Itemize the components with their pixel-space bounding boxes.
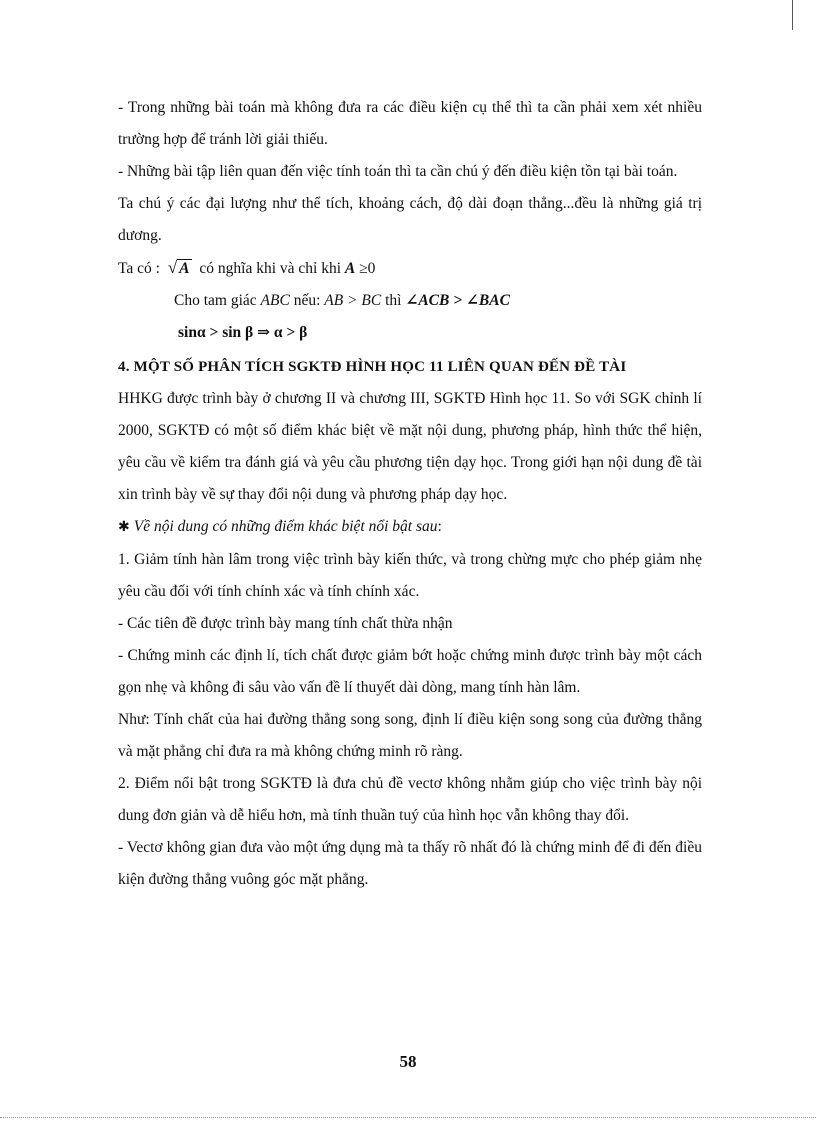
page-number: 58: [399, 1052, 417, 1071]
sine-implication-line: sinα > sin β ⇒ α > β: [178, 324, 308, 341]
paragraph: - Chứng minh các định lí, tích chất được giảm bớt hoặc chứng minh được trình bày một cách gọn nhẹ và không đi sâu vào vấn đề lí thuyết dài dòng, mang tính hàn lâm.: [118, 647, 702, 696]
section-heading: 4. MỘT SỐ PHÂN TÍCH SGKTĐ HÌNH HỌC 11 LIÊN QUAN ĐẾN ĐỀ TÀI: [118, 359, 627, 375]
sqrt-expression: √ A: [167, 258, 190, 277]
page-corner-mark: [792, 0, 793, 30]
sub-heading: ✱ Về nội dung có những điểm khác biệt nổi bật sau:: [118, 518, 442, 535]
sqrt-condition-line: Ta có : √ A có nghĩa khi và chỉ khi A ≥0: [118, 252, 702, 285]
paragraph: Ta chú ý các đại lượng như thể tích, khoảng cách, độ dài đoạn thẳng...đều là những giá trị dương.: [118, 195, 702, 244]
paragraph: 1. Giảm tính hàn lâm trong việc trình bày kiến thức, và trong chừng mực cho phép giảm nhẹ yêu cầu đối với tính chính xác và tính chính xác.: [118, 551, 702, 600]
paragraph: Như: Tính chất của hai đường thẳng song song, định lí điều kiện song song của đường thẳng và mặt phẳng chỉ đưa ra mà không chứng minh rõ ràng.: [118, 711, 702, 760]
page-footer-rule: [0, 1117, 816, 1118]
paragraph: - Vectơ không gian đưa vào một ứng dụng mà ta thấy rõ nhất đó là chứng minh để đi đến điều kiện đường thẳng vuông góc mặt phẳng.: [118, 839, 702, 888]
document-body: [118, 92, 702, 896]
triangle-inequality-line: Cho tam giác ABC nếu: AB > BC thì ∠ACB > ∠BAC: [174, 292, 510, 309]
paragraph: HHKG được trình bày ở chương II và chương III, SGKTĐ Hình học 11. So với SGK chỉnh lí 2000, SGKTĐ có một số điểm khác biệt về mặt nội dung, phương pháp, hình thức thể hiện, yêu cầu về kiểm tra đánh giá và yêu cầu phương tiện dạy học. Trong giới hạn nội dung đề tài xin trình bày về sự thay đổi nội dung và phương pháp dạy học.: [118, 390, 702, 503]
asterisk-icon: ✱: [118, 520, 130, 535]
paragraph: 2. Điểm nổi bật trong SGKTĐ là đưa chủ đề vectơ không nhằm giúp cho việc trình bày nội dung đơn giản và dễ hiểu hơn, mà tính thuần tuý của hình học vẫn không thay đổi.: [118, 775, 702, 824]
paragraph: - Những bài tập liên quan đến việc tính toán thì ta cần chú ý đến điều kiện tồn tại bài toán.: [118, 163, 678, 180]
paragraph: - Các tiên đề được trình bày mang tính chất thừa nhận: [118, 615, 453, 632]
paragraph: - Trong những bài toán mà không đưa ra các điều kiện cụ thể thì ta cần phải xem xét nhiều trường hợp để tránh lời giải thiếu.: [118, 99, 702, 148]
